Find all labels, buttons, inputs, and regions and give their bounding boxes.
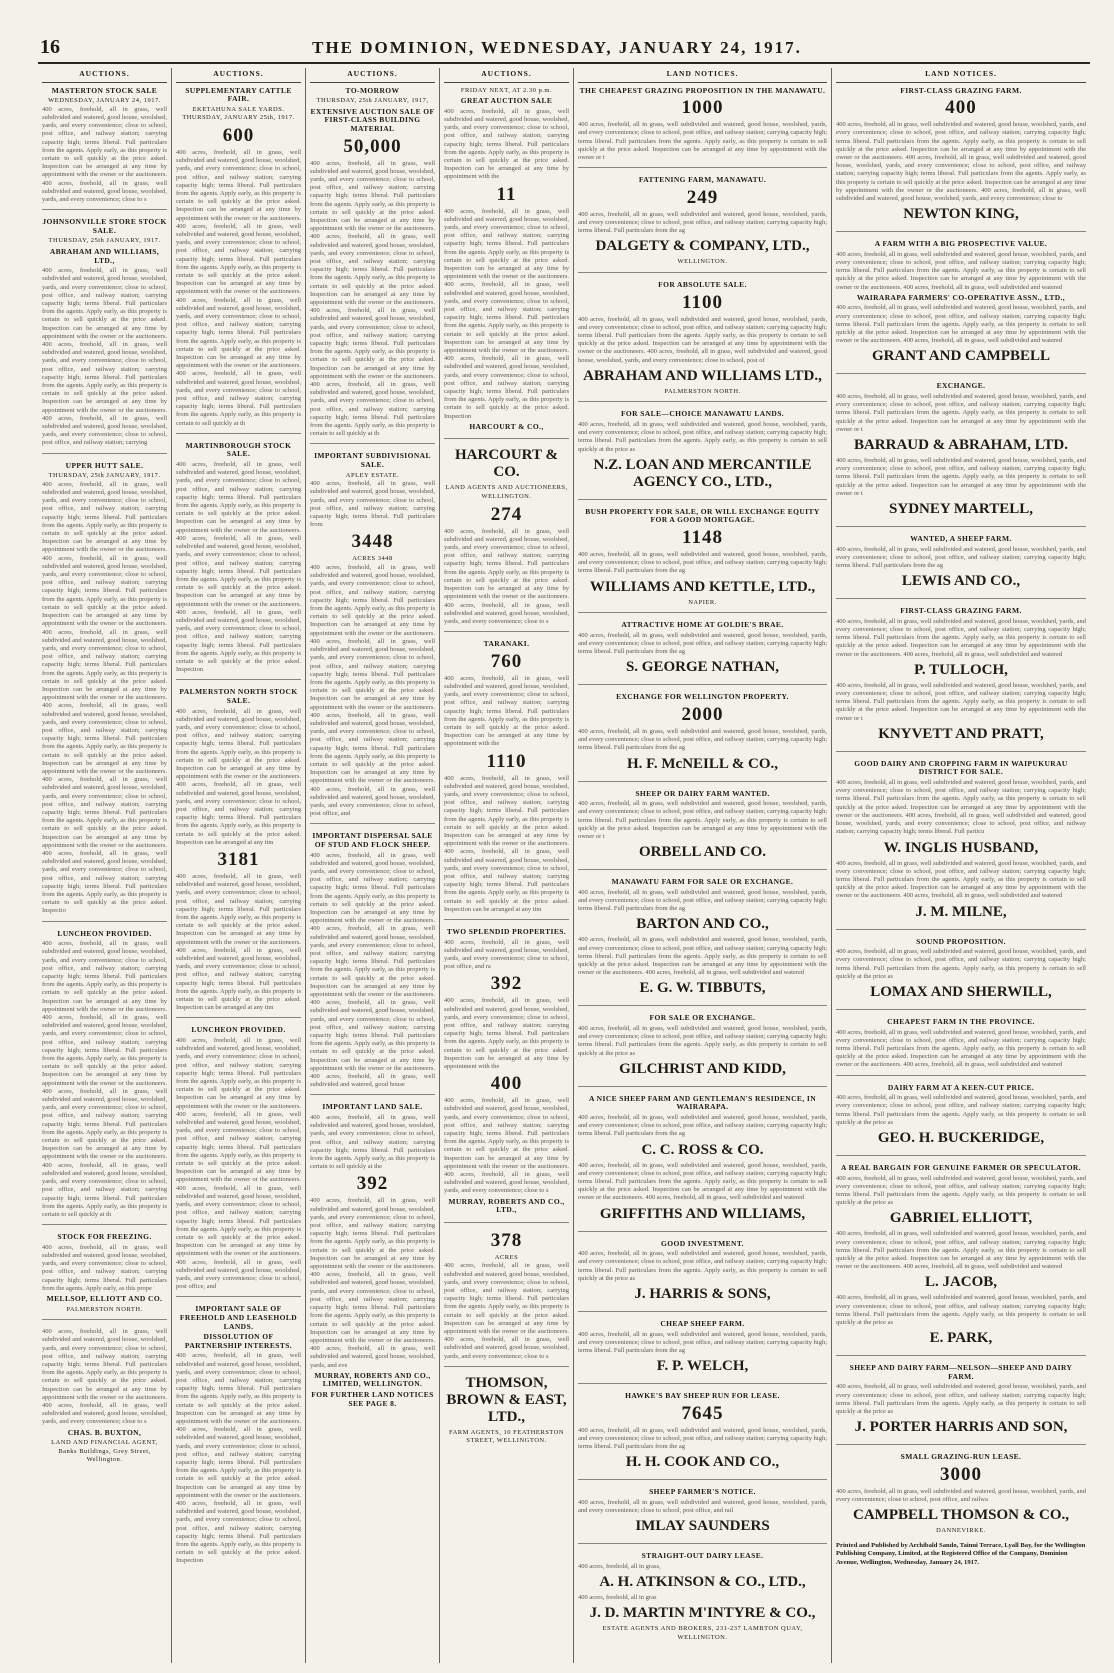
ad-heading: GOOD DAIRY AND CROPPING FARM IN WAIPUKURAU DISTRICT FOR SALE.: [854, 758, 1068, 777]
ad-body: 400 acres, freehold, all in grass, well subdivided and watered, good house, woolshed, yards, and every convenience; close to school, post office, and railway station; carrying capacity high; terms liberal. Full particulars from the agents. Apply early, as this property is certain to sell quickly at the price asked. Inspection can be arranged at any time by appointment with the: [444, 997, 569, 1071]
ad-firm: MURRAY, ROBERTS AND CO., LTD.,: [448, 1196, 565, 1215]
ad-heading: THE CHEAPEST GRAZING PROPOSITION IN THE MANAWATU.: [579, 85, 826, 95]
ad-body: 400 acres, freehold, all in grass, well subdivided and watered, good house, woolshed, yards, and every convenience; close to school, post office, and railway station; carrying capacity high; terms liberal. Full particulars from the agents. Apply early, as this property is certain to sell quickly at the price asked. Inspection can be arranged at any time by appointment with the owner or the auctioneers. 400 acres, freehold, all in grass, well subdivided and watered: [836, 617, 1087, 658]
ad-body: 400 acres, freehold, all in grass, well subdivided and watered, good house, woolshed, yards, and every convenience; close to school, post office, and railway station; carrying capacity high; terms liberal. Full particulars from the agents. Apply early, as this property is certain to sell quickly at the price asked. Inspection can be arranged at any time by appointment with the owner or the auctioneers. 400 acres, freehold, all in grass, well subdivided and watered: [578, 936, 827, 977]
ad-body: 400 acres, freehold, all in grass, well subdivided and watered, good house, woolshed, yards, and every convenience; close to school, post office, and railway station; carrying capacity high; terms liberal. Full particulars from the agents. Apply early, as this property is certain to sell quickly at the price asked. Inspection can be arranged at any time by appointment with the owner or the auctioneers. 400 acres, freehold, all in grass, well subdivided and watered, good house, woolshed, yards, and every convenience; close to school, post office, and railway station; carrying capacity high; terms liberal. Full particulars from the agents. Apply early, as this property is certain to sell quickly at the price asked. Inspection can be arranged at any time by appointment with the owner or the auctioneers. 400 acres, freehold, all in grass, well subdivided and watered, good house, woolshed, yards, and every convenience; close to school, post office, and railway station; carrying capacity high; terms liberal. Full particulars from the agents. Apply early, as this property is certain to sell quickly at the price asked. Inspection can be arranged at any time by appointment with the owner or the auctioneers. 400 acres, freehold, all in grass, well subdivided and watered, good house: [310, 851, 435, 1089]
ad-firm: HARCOURT & CO.: [455, 447, 558, 481]
ad-sub: APLEY ESTATE.: [345, 471, 400, 479]
ad-big-number: 1100: [682, 291, 723, 313]
ad-body: 400 acres, freehold, all in grass, well subdivided and watered, good house, woolshed, yards, and every convenience; close to school, post office, and railway station; carrying capacity high; terms liberal. Full particulars from the agents. Apply early, as this property is certain to sell quickly at the price as: [836, 1094, 1087, 1126]
ad-date: FRIDAY NEXT, AT 2.30 p.m.: [460, 86, 553, 94]
ad-heading: ATTRACTIVE HOME AT GOLDIE'S BRAE.: [621, 620, 784, 630]
ad-firm: GRIFFITHS AND WILLIAMS,: [599, 1205, 806, 1222]
ad-heading: TARANAKI.: [483, 639, 530, 649]
ad-body: 400 acres, freehold, all in grass, well subdivided and watered, good house, woolshed, yards, and every convenience; close to school, post office, and railway station; carrying capacity high; terms liberal. Full particulars from the agents. Apply early, as this property is certain to sell quickly at the price asked. Inspection can be arranged at any time by appointment with the owner or t: [578, 121, 827, 161]
ad-big-number: 7645: [681, 1402, 724, 1424]
ad-palmerston-sale: [176, 688, 301, 1018]
ad-great-auction: [444, 87, 569, 440]
ad-big-number: 11: [496, 183, 517, 205]
ad-goldies-brae: [578, 621, 827, 685]
ad-body: 400 acres, freehold, all in grass, well subdivided and watered, good house, woolshed, yards, and every convenience; close to school, post office, and railway station; carrying capacity high; terms liberal. Full particulars from the agents. Apply early, as this property is certain to sell quickly at the price asked. Inspection can be arranged at any time by appointment with the owner or the auctioneers. 400 acres, freehold, all in grass, well subdivided and watered, good house, woolshed, yards, and every convenience; close to school, post office, and railway station; carrying capacity high; terms liberal. Full particulars from the agents. Apply early, as this property is certain to sell quickly at the price asked. Inspection can be arranged at any time by appointment with the owner or the auctioneers. 400 acres, freehold, all in grass, well subdivided and watered, good house, woolshed, yards, and every convenience; close to: [836, 121, 1087, 203]
ad-firm: KNYVETT AND PRATT,: [878, 725, 1044, 742]
ad-heading: A REAL BARGAIN FOR GENUINE FARMER OR SPECULATOR.: [840, 1162, 1082, 1172]
ad-body: 400 acres, freehold, all in grass, well subdivided and watered, good house, woolshed, yards, and every convenience; close to school, post office, and railway station; carrying capacity high; terms liberal. Full particulars from the agents. Apply early, as this property is certain to sell quickly at the price asked. Inspection can be arranged at any time by appointment with the owner or the auctioneers. 400 acres, freehold, all in grass, well subdivided and watered: [836, 1028, 1087, 1069]
ad-firm: LEWIS AND CO.,: [901, 573, 1021, 590]
ad-body: 400 acres, freehold, all in grass, well subdivided and watered, good house, woolshed, yards, and every convenience; close to school, post office, and railway station; carrying capacity high; terms liberal. Full particulars from the agents. Apply early, as this property is certain to sell quickly at the price as: [578, 421, 827, 453]
ad-heading: FIRST-CLASS GRAZING FARM.: [900, 85, 1022, 95]
ad-body: 400 acres, freehold, all in grass, well subdivided and watered, good house, woolshed, yards, and every convenience; close to school, post office, and railway station; carrying capacity high; terms liberal. Full particulars from the agents. Apply early, as this property is certain to sell quickly at the price asked. Inspection can be arranged at any time by appointment with the: [444, 674, 569, 748]
ad-heading: FIRST-CLASS GRAZING FARM.: [900, 606, 1022, 616]
ad-body: 400 acres, freehold, all in grass, well subdivided and watered, good house, woolshed, yards, and every convenience; close to school, post office, and railway station; carrying capacity high; terms liberal. Full particulars from the ag: [578, 1114, 827, 1138]
ad-masterton-stock-sale: [42, 87, 167, 211]
ad-body: 400 acres, freehold, all in grass, well subdivided and watered, good house, woolshed, yards, and every convenience; close to school, post office, and railway station; carrying capacity high; terms liberal. Full particulars from the agents. Apply early, as this property is certain to sell quickly at the price asked. Inspection can be arranged at any time by appointment with the owner or the auctioneers. 400 acres, freehold, all in grass, well subdivided and watered: [578, 1161, 827, 1202]
ad-firm: H. F. McNEILL & CO.,: [626, 755, 779, 772]
ad-nelson-farm: [836, 1364, 1086, 1445]
ad-date: THURSDAY, JANUARY 25th, 1917.: [182, 114, 295, 122]
ad-dairy-lease: [578, 1552, 827, 1647]
ad-firm: MELLSOP, ELLIOTT AND CO.: [46, 1293, 163, 1303]
ad-cheapest-grazing: [578, 87, 827, 169]
ad-thomson-brown-east: [444, 1375, 569, 1451]
ad-heading: EXCHANGE FOR WELLINGTON PROPERTY.: [616, 692, 789, 702]
ad-heading: SUPPLEMENTARY CATTLE FAIR.: [185, 85, 292, 104]
ad-heading: SHEEP AND DAIRY FARM—NELSON—SHEEP AND DAIRY FARM.: [849, 1363, 1073, 1381]
ad-sale-or-exchange: [578, 1014, 827, 1086]
ad-sub: EKETAHUNA SALE YARDS.: [192, 105, 285, 113]
ad-body: 400 acres, freehold, all in grass, well subdivided and watered, good house, woolshed, yards, and every convenience; close to school, post office, and railway station; carrying capacity high; terms liberal. Full particulars from the agents. Apply early, as this property is certain to sell quickly at the price asked. Inspection can be arranged at any time by appointment with the owner or t: [836, 393, 1087, 433]
ad-small-grazing-run: [836, 1453, 1086, 1572]
ad-firm: F. P. WELCH,: [656, 1358, 749, 1375]
ad-firm: ORBELL AND CO.: [638, 844, 767, 861]
ad-body: 400 acres, freehold, all in grass, well subdivided and watered, good house, woolshed, yards, and every convenience; close to school, post office, and railway station; carrying capacity high; terms liberal. Full particulars from the agents. Apply early, as this property is certain to sell quickly at the price as: [836, 1383, 1087, 1415]
ad-firm: LOMAX AND SHERWILL,: [870, 983, 1052, 1000]
ad-buxton: [42, 1328, 167, 1470]
ad-body: 400 acres, freehold, all in grass, well subdivided and watered, good house, woolshed, yards, and every convenience; close to school, post office, and ra: [444, 938, 569, 971]
ad-body: 400 acres, freehold, all in grass, well subdivided and watered, good house, woolshed, yards, and every convenience; close to school, post office, and railway station; carrying capacity high; terms liberal. Full particulars from the agents. Apply early, as this property is certain to sell quickly at the price asked. Inspection can be arranged at any time by appointment with the owner or t: [578, 800, 827, 841]
column-auctions-2: [172, 68, 306, 1663]
ad-body: 400 acres, freehold, all in grass, well subdivided and watered, good house, woolshed, yards, and every convenience; close to school, post office, and railway station; carrying capacity high; terms liberal. Full particulars from the agents. Apply early, as this property is certain to sell quickly at the price asked. Inspection can be arranged at any time by appointment with the owner or the auctioneers. 400 acres, freehold, all in grass, well subdivided and watered, good house, woolshed, yards, and every convenience; close to school, post office, and railway station; carrying capacity high; terms liberal. Full particulars from the agents. Apply early, as this property is certain to sell quickly at the price asked. Inspection can be arranged at any time by appointment with the owner or the auctioneers. 400 acres, freehold, all in grass, well subdivided and watered, good house, woolshed, yards, and every convenience; close to school, post office, and railway station; carrying capacity high; terms liberal. Full particulars from the agents. Apply early, as this property is certain to sell quickly at the price asked. Inspection: [444, 207, 569, 420]
ad-firm: WAIRARAPA FARMERS' CO-OPERATIVE ASSN., LTD.,: [856, 292, 1066, 302]
ad-date: THURSDAY, 25th JANUARY, 1917.: [48, 237, 161, 245]
column-auctions-1: [38, 68, 172, 1663]
ad-exchange-wellington: [578, 693, 827, 781]
ad-apley-estate: [310, 452, 435, 824]
ad-luncheon-2: [176, 1026, 301, 1297]
ad-heading: WANTED, A SHEEP FARM.: [910, 534, 1012, 544]
ad-body: 400 acres, freehold, all in grass, well subdivided and watered, good house, woolshed, yards, and every convenience; close to school, post office, and railwa: [836, 1487, 1087, 1503]
ad-firm: IMLAY SAUNDERS: [635, 1518, 770, 1535]
ad-body: 400 acres, freehold, all in grass, well subdivided and watered, good house, woolshed, yards, and every convenience; close to school, post office, and railway station; carrying capacity high; terms liberal. Full particulars from the ag: [578, 1330, 827, 1355]
ad-heading: LUNCHEON PROVIDED.: [191, 1025, 286, 1035]
ad-body: 400 acres, freehold, all in grass, well subdivided and watered, good house, woolshed, yards, and every convenience; close to school, post office, and railway station; carrying capacity high; terms liberal. Full particulars from the agents. Apply early, as this property is certain to sell quickly at the price asked. Inspection can be arranged at any time by appointment with the owner or the auctioneers. 400 acres, freehold, all in grass, well subdivided and watered: [836, 250, 1087, 291]
ad-firm: GEO. H. BUCKERIDGE,: [877, 1129, 1045, 1146]
ad-firm: CAMPBELL THOMSON & CO.,: [853, 1507, 1069, 1524]
ad-sub: FARM AGENTS, 10 FEATHERSTON STREET, WELLINGTON.: [448, 1428, 565, 1445]
ad-building-material: [310, 87, 435, 445]
ad-firm: CHAS. B. BUXTON,: [67, 1427, 142, 1437]
ad-firm: NEWTON KING,: [903, 206, 1019, 223]
ad-body: 400 acres, freehold, all in grass, well subdivided and watered, good house, woolshed, yards, and every convenience; close to school, post office, and railway station; carrying capacity high; terms liberal. Full particulars from the agents. Apply early, as this property is certain to sell quickly at the price asked. Inspection can be arranged at any time by appointment with the owner or the auctioneers. 400 acres, freehold, all in grass, well subdivided and watered, good house, woolshed, yards, and every convenience; close to school, post office, and railway station; carrying capacity high; terms liberal. Full particu: [836, 779, 1087, 836]
ad-sheep-farmers-notice: [578, 1488, 827, 1544]
ad-sub: WELLINGTON.: [677, 258, 728, 266]
ad-date: WEDNESDAY, JANUARY 24, 1917.: [48, 97, 161, 105]
ad-big-number: 760: [490, 650, 523, 672]
ad-body: 400 acres, freehold, all in grass, well subdivided and watered, good house, woolshed, yards, and every convenience; close to school, post office, and railway station; carrying capacity high; terms liberal. Full particulars from the agents. Apply early, as this property is certain to sell quickly at the: [310, 1114, 435, 1171]
ad-heading: DAIRY FARM AT A KEEN-CUT PRICE.: [887, 1082, 1035, 1092]
ad-firm: A. H. ATKINSON & CO., LTD.,: [599, 1574, 806, 1591]
ad-firm: H. H. COOK AND CO.,: [625, 1454, 780, 1471]
ad-manawatu-lands: [578, 410, 827, 499]
ad-big-number: 392: [490, 973, 523, 995]
ad-heading: CHEAPEST FARM IN THE PROVINCE.: [887, 1016, 1035, 1026]
ad-body: 400 acres, freehold, all in grass, well subdivided and watered, good house, woolshed, yards, and every convenience; close to school, post office, and railway station; carrying capacity high; terms liberal. Full particulars from the agents. Apply early, as this property is certain to sell quickly at the price asked. Inspection can be arranged at any time by appointment with the owner or the auctioneers. 400 acres, freehold, all in grass, well subdivided and watered, good house, woolshed, yards, and every convenience; close to school, post office, and railway station; carrying capacity high; terms liberal. Full particulars from the agents. Apply early, as this property is certain to sell quickly at the price asked. Inspection can be arranged at any time by appointment with the owner or the auctioneers. 400 acres, freehold, all in grass, well subdivided and watered, good house, woolshed, yards, and every convenience; close to school, post office, and railway station; carrying capacity high; terms liberal. Full particulars from the agents. Apply early, as this property is certain to sell quickly at the price asked. Inspection can be arranged at any time by appointment with the owner or the auctioneers. 400 acres, freehold, all in grass, well subdivided and watered, good house, woolshed, yards, and every convenience; close to school, post office, and railway station; carrying capacity high; terms liberal. Full particulars from the agents. Apply early, as this property is certain to sell quickly at th: [310, 159, 435, 438]
ad-heading: MANAWATU FARM FOR SALE OR EXCHANGE.: [611, 877, 794, 887]
ad-heading: A FARM WITH A BIG PROSPECTIVE VALUE.: [874, 239, 1048, 249]
newspaper-title: THE DOMINION, WEDNESDAY, JANUARY 24, 1917.: [312, 38, 802, 57]
impressum: Printed and Published by Archibald Sando, Tainui Terrace, Lyall Bay, for the Wellington Publishing Company, Limited, at the Registered Office of the Company, Dominion Avenue, Wellington, Wednesday, January 24, 1917.: [836, 1541, 1086, 1566]
ad-grazing-farm-2: [836, 607, 1086, 752]
ad-big-number: 274: [490, 503, 523, 525]
ad-body: 400 acres, freehold, all in grass, well subdivided and watered, good house, woolshed, yards, and every convenience; close to school, post office, and railway station; carrying capacity high; terms liberal. Full particulars from the agents. Apply early, as this property is certain to sell quickly at the price asked. Inspection can be arranged at any time by appointment with the owner or the auctioneers. 400 acres, freehold, all in grass, well subdivided and watered, good house, woolshed, yards, and every convenience; close to school, post office, and railway station; carrying capacity high; terms liberal. Full particulars from the agents. Apply early, as this property is certain to sell quickly at the price asked. Inspection can be arranged at any time by appointment with the owner or the auctioneers. 400 acres, freehold, all in grass, well subdivided and watered, good house, woolshed, yards, and every convenience; close to school, post office, and railway station; carrying: [42, 267, 167, 447]
ad-big-number: 3448: [351, 531, 394, 553]
ad-luncheon: [42, 930, 167, 1226]
ad-firm: GILCHRIST AND KIDD,: [619, 1060, 786, 1077]
ad-sub: ESTATE AGENTS AND BROKERS, 231-237 LAMBTON QUAY, WELLINGTON.: [602, 1625, 803, 1642]
ad-bush-property: [578, 508, 827, 613]
ad-body: 400 acres, freehold, all in grass, well subdivided and watered, good house, woolshed, yards, and every convenience; close to school, post office, and railway station; carrying capacity high; terms liberal. Full particulars from the agents. Apply early, as this property is certain to sell quickly at the price asked. Inspection can be arranged at any time by appointment with the owner or the auctioneers. 400 acres, freehold, all in grass, well subdivided and watered, good house, woolshed, yards, and every convenience; close to school, post office, and railway station; carrying capacity high; terms liberal. Full particulars from the agents. Apply early, as this property is certain to sell quickly at the price asked. Inspection can be arranged at any time by appointment with the owner or the auctioneers. 400 acres, freehold, all in grass, well subdivided and watered, good house, woolshed, yards, and every convenience; close to school, post office, and railway station; carrying capacity high; terms liberal. Full particulars from the agents. Apply early, as this property is certain to sell quickly at the price asked. Inspection can be arranged at any time by appointment with the owner or the auctioneers. 400 acres, freehold, all in grass, well subdivided and watered, good house, woolshed, yards, and every convenience; close to school, post office, and railway station; carrying capacity high; terms liberal. Full particulars from the agents. Apply early, as this property is certain to sell quickly at th: [42, 940, 167, 1218]
ad-body: 400 acres, freehold, all in grass, well subdivided and watered, good house, woolshed, yards, and every convenience; close to school, post office, and railway station; carrying capacity high; terms liberal. Full particulars from the agents. Apply early, as this property is certain to sell quickly at the price as: [836, 1174, 1087, 1207]
ad-firm: THOMSON, BROWN & EAST, LTD.,: [446, 1374, 567, 1425]
ad-big-number: 3000: [940, 1463, 982, 1485]
ad-johnsonville-sale: [42, 218, 167, 453]
ad-heading: STOCK FOR FREEZING.: [57, 1232, 152, 1242]
ad-body: 400 acres, freehold, all in grass, well subdivided and watered, good house, woolshed, yards, and every convenience; close to school, post office, and railway station; carrying capacity high; terms liberal. Full particulars from the agents. Apply early, as this property is certain to sell quickly at the price as: [578, 1025, 827, 1057]
ad-big-number: 400: [945, 97, 977, 119]
ad-heading: IMPORTANT LAND SALE.: [322, 1102, 423, 1112]
ad-firm: W. INGLIS HUSBAND,: [883, 839, 1039, 856]
ad-sub: PALMERSTON NORTH.: [664, 387, 741, 395]
ad-body: 400 acres, freehold, all in grass, well subdivided and watered, good house, woolshed, yards, and every convenience; close to school, post office, and railway station; carrying capacity high; terms liberal. Full particulars from the agents. Apply early, as this property is certain to sell quickly at the price asked. Inspection can be arranged at any time by appointment with the owner or the auctioneers. 400 acres, freehold, all in grass, well subdivided and watered, good house, woolshed, yards, and every convenience; close to s: [444, 1262, 569, 1360]
ad-dispersal-sale: [310, 832, 435, 1095]
ad-date: THURSDAY, 25th JANUARY, 1917.: [48, 472, 161, 480]
ad-firm: DALGETY & COMPANY, LTD.,: [595, 238, 810, 255]
ad-big-number: 1110: [486, 750, 527, 772]
ad-manawatu-exchange: [578, 878, 827, 1006]
ad-body: 400 acres, freehold, all in grass, well subdivided and watered, good house, woolshed, yards, and every convenience; close to school, post office, and railway station; carrying capacity high; terms liberal. Full particulars from the agents. Apply early, as this property is certain to sell quickly at the price asked. Inspection can be arranged at any time by appointment with the owner or the auctioneers. 400 acres, freehold, all in grass, well subdivided and watered, good house, woolshed, yards, and every convenience; close to school, post office, and railway station; carrying capacity high; terms liberal. Full particulars from the agents. Apply early, as this property is certain to sell quickly at the price asked. Inspection can be arranged at any tim: [176, 872, 301, 1012]
ad-body: 400 acres, freehold, all in grass, well subdivided and watered, good house, woolshed, yards, and every convenience; close to school, post office, and railway station; carrying capacity high; terms liberal. Full particulars from the agents. Apply early, as this property is certain to sell quickly at the price asked. Inspection can be arranged at any time by appointment with the owner or the auctioneers. 400 acres, freehold, all in grass, well subdivided and watered, good house, woolshed, yards, and every convenience; close to school, post office, and railway station; carrying capacity high; terms liberal. Full particulars from the agents. Apply early, as this property is certain to sell quickly at the price asked. Inspection can be arranged at any time by appointment with the owner or the auctioneers. 400 acres, freehold, all in grass, well subdivided and watered, good house, woolshed, yards, and eve: [310, 1197, 435, 1369]
column-head: LAND NOTICES.: [578, 68, 827, 83]
ad-sub: LAND AND FINANCIAL AGENT, Banks Buildings, Grey Street, Wellington.: [51, 1439, 158, 1464]
ad-real-bargain: [836, 1164, 1086, 1356]
ad-firm: J. HARRIS & SONS,: [634, 1286, 771, 1303]
ad-stock-for-freezing: [42, 1233, 167, 1320]
ad-big-number: 378: [490, 1229, 523, 1251]
ad-firm: MURRAY, ROBERTS AND CO., LIMITED, WELLINGTON.: [314, 1370, 431, 1389]
column-auctions-3: [306, 68, 440, 1663]
ad-footnote: FOR FURTHER LAND NOTICES SEE PAGE 8.: [311, 1389, 434, 1408]
ad-heading: A NICE SHEEP FARM AND GENTLEMAN'S RESIDENCE, IN WAIRARAPA.: [588, 1093, 817, 1112]
column-head: AUCTIONS.: [444, 68, 569, 83]
ad-378-acres: [444, 1231, 569, 1367]
ad-firm: WILLIAMS AND KETTLE, LTD.,: [589, 578, 816, 595]
ad-heading: UPPER HUTT SALE.: [65, 460, 144, 470]
ad-firm: L. JACOB,: [924, 1274, 998, 1291]
ad-cattle-fair: [176, 87, 301, 434]
ad-firm: N.Z. LOAN AND MERCANTILE AGENCY CO., LTD.,: [593, 456, 812, 490]
column-auctions-4: [440, 68, 574, 1663]
ad-body: 400 acres, freehold, all in grass, well subdivided and watered, good house, woolshed, yards, and every convenience; close to school, post office, and railway station; carrying capacity high; terms liberal. Full particulars from the agents. Apply early, as this property is certain to sell quickly at the price as: [836, 1294, 1087, 1326]
ad-body: 400 acres, freehold, all in grass, well subdivided and watered, good house, woolshed, yards, and every convenience; close to school, post office, and railway station; carrying capacity high; terms liberal. Full particulars from the ag: [578, 631, 827, 656]
ad-body: 400 acres, freehold, all in grass, well subdivided and watered, good house, woolshed, yards, and every convenience; close to school, post office, and railway station; carrying capacity high; terms liberal. Full particulars from the agents. Apply early, as this property is certain to sell quickly at the price asked. Inspection can be arranged at any time by appointment with the owner or the auctioneers. 400 acres, freehold, all in grass, well subdivided and watered, good house, woolshed, yards, and every convenience; close to school, post office, and railway station; carrying capacity high; terms liberal. Full particulars from the agents. Apply early, as this property is certain to sell quickly at the price asked. Inspection can be arranged at any tim: [176, 707, 301, 846]
ad-heading: TWO SPLENDID PROPERTIES.: [446, 926, 567, 936]
ad-heading: TO-MORROW: [345, 85, 400, 95]
ad-sub: ACRES 3448: [352, 555, 393, 563]
ad-sub: NAPIER.: [688, 598, 717, 606]
ad-body: 400 acres, freehold, all in grass, well subdivided and watered, good house, woolshed, yards, and every convenience; close to school, post office, and railway station; carrying capacity high; terms liberal. Full particulars from the agents. Apply early, as this property is certain to sell quickly at the price asked. Inspection can be arranged at any time by appointment with the owner or the auctioneers. 400 acres, freehold, all in grass, well subdivided and watered, good house, woolshed, yards, and every convenience; close to school, post office, and railway station; carrying capacity high; terms liberal. Full particulars from the agents. Apply early, as this property is certain to sell quickly at the price asked. Inspection can be arranged at any time by appointment with the owner or the auctioneers. 400 acres, freehold, all in grass, well subdivided and watered, good house, woolshed, yards, and every convenience; close to school, post office, and railway station; carrying capacity high; terms liberal. Full particulars from the agents. Apply early, as this property is certain to sell quickly at the price asked. Inspection: [176, 461, 301, 674]
ad-absolute-sale: [578, 281, 827, 402]
ad-body: 400 acres, freehold, all in grass, well subdivided and watered, good house, woolshed, yards, and every convenience; close to school, post office, and railway station; carrying capacity high; terms liberal. Full particulars from the agents. Apply early, as this property is certain to sell quickly at the price asked. Inspection can be arranged at any time by appointment with the owner or the auctioneers. 400 acres, freehold, all in grass, well subdivided and watered: [836, 859, 1087, 900]
ad-heading: SOUND PROPOSITION.: [916, 936, 1006, 946]
ad-sub: PALMERSTON NORTH.: [66, 1305, 143, 1313]
ad-hawkes-bay-run: [578, 1392, 827, 1480]
ad-body: 400 acres, freehold, all in grass, well subdivided and watered, good house, woolshed, yards, and every convenience; close to school, post office, and railway station; carrying capacity high; terms liberal. Full particulars from the agents. Apply early, as this property is certain to sell quickly at the price as: [578, 1250, 827, 1282]
ad-big-number: 2000: [681, 704, 724, 725]
ad-heading: HAWKE'S BAY SHEEP RUN FOR LEASE.: [625, 1391, 780, 1401]
ad-body: 400 acres, freehold, all in grass, well subdivided and watered, good house, woolshed, yards, and every convenience; close to school, post office, and railway station; carrying capacity high; terms liberal. Full particulars from the agents. Apply early, as this property is certain to sell quickly at the price asked. Inspection can be arranged at any time by appointment with the owner or the auctioneers. 400 acres, freehold, all in grass, well subdivided and watered, good house, woolshed, yards, and every convenience; close to school, post office, and railway station; carrying capacity high; terms liberal. Full particulars from the agents. Apply early, as this property is certain to sell quickly at the price asked. Inspection can be arranged at any time by appointment with the owner or the auctioneers. 400 acres, freehold, all in grass, well subdivided and watered, good house, woolshed, yards, and every convenience; close to school, post office, and railway station; carrying capacity high; terms liberal. Full particulars from the agents. Apply early, as this property is certain to sell quickly at the price asked. Inspection can be arranged at any time by appointment with the owner or the auctioneers. 400 acres, freehold, all in grass, well subdivided and watered, good house, woolshed, yards, and every convenience; close to school, post office, and railway station; carrying capacity high; terms liberal. Full particulars from the agents. Apply early, as this property is certain to sell quickly at the price asked. Inspection can be arranged at any time by appointment with the owner or the auctioneers. 400 acres, freehold, all in grass, well subdivided and watered, good house, woolshed, yards, and every convenience; close to school, post office, and railway station; carrying capacity high; terms liberal. Full particulars from the agents. Apply early, as this property is certain to sell quickly at the price asked. Inspection can be arranged at any time by appointment with the owner or the auctioneers. 400 acres, freehold, all in grass, well subdivided and watered, good house, woolshed, yards, and every convenience; close to school, post office, and railway station; carrying capacity high; terms liberal. Full particulars from the agents. Apply early, as this property is certain to sell quickly at the price asked. Inspectio: [42, 480, 167, 915]
ad-firm: J. D. MARTIN M'INTYRE & CO.,: [589, 1605, 816, 1622]
ad-body: 400 acres, freehold, all in grass, well subdivided and watered, good house, woolshed, yards, and every convenience; close to school, post office, and railway station; carrying capacity high; terms liberal. Full particulars from the agents. Apply early, as this property is certain to sell quickly at the price asked. Inspection can be arranged at any time by appointment with the: [444, 107, 569, 181]
ad-freehold-lands: [176, 1305, 301, 1570]
ad-martinborough-sale: [176, 442, 301, 680]
ad-body: 400 acres, freehold, all in grass, well subdivided and watered, good house, woolshed, yards, and every convenience; close to school, post office, and railway station; carrying capacity high; terms liberal. Full particulars from the agents. Apply early, as this prope: [42, 1243, 167, 1292]
ad-firm: C. C. ROSS & CO.: [641, 1141, 764, 1158]
ad-big-number: 1148: [682, 527, 723, 548]
page-number: 16: [40, 36, 60, 58]
ad-heading: MARTINBOROUGH STOCK SALE.: [185, 440, 292, 459]
ad-heading: EXTENSIVE AUCTION SALE OF FIRST-CLASS BUILDING MATERIAL: [310, 106, 435, 133]
ad-firm: J. PORTER HARRIS AND SON,: [854, 1419, 1068, 1436]
ad-body: 400 acres, freehold, all in grass, well subdivided and watered, good house, woolshed, yards, and every convenience; close to school, post office, and rail: [578, 1499, 827, 1515]
ad-sub: LAND AGENTS AND AUCTIONEERS, WELLINGTON.: [445, 484, 568, 501]
ad-firm: SYDNEY MARTELL,: [889, 501, 1033, 518]
ad-firm: E. PARK,: [929, 1330, 993, 1347]
ad-big-number: 392: [356, 1173, 389, 1195]
column-head: AUCTIONS.: [310, 68, 435, 83]
column-land-notices-1: [574, 68, 832, 1663]
ad-sheep-farm-wanted: [836, 535, 1086, 599]
column-head: AUCTIONS.: [42, 68, 167, 83]
ad-prospective-value: [836, 240, 1086, 374]
ad-cheapest-farm: [836, 1018, 1086, 1076]
ad-body: 400 acres, freehold, all in grass, well subdivided and watered, good house, woolshed, yards, and every convenience; close to school, post office, and railway station; carrying capacity high; terms liberal. Full particulars from the ag: [578, 1426, 827, 1451]
ad-heading: GREAT AUCTION SALE: [460, 96, 553, 106]
ad-sheep-dairy-wanted: [578, 790, 827, 871]
ad-firm: ABRAHAM AND WILLIAMS LTD.,: [583, 367, 822, 384]
ad-heading: FOR SALE OR EXCHANGE.: [649, 1013, 756, 1023]
ad-firm: BARRAUD & ABRAHAM, LTD.: [853, 437, 1069, 454]
ad-body: 400 acres, freehold, all in grass, well subdivided and watered, good house, woolshed, yards, and every convenience; close to school, post office, and railway station; carrying capacity high; terms liberal. Full particulars from the agents. Apply early, as this property is certain to sell quickly at the price asked. Inspection can be arranged at any time by appointment with the owner or the auctioneers. 400 acres, freehold, all in grass, well subdivided and watered, good house, woolshed, yards, and every convenience; close to school, post office, and railway station; carrying capacity high; terms liberal. Full particulars from the agents. Apply early, as this property is certain to sell quickly at the price asked. Inspection can be arranged at any time by appointment with the owner or the auctioneers. 400 acres, freehold, all in grass, well subdivided and watered, good house, woolshed, yards, and every convenience; close to school, post office, and railway station; carrying capacity high; terms liberal. Full particulars from the agents. Apply early, as this property is certain to sell quickly at the price asked. Inspection can be arranged at any time by appointment with the owner or the auctioneers. 400 acres, freehold, all in grass, well subdivided and watered, good house, woolshed, yards, and every convenience; close to school, post office, and railway station; carrying capacity high; terms liberal. Full particulars from the agents. Apply early, as this property is certain to sell quickly at th: [176, 148, 301, 427]
ad-body: 400 acres, freehold, all in grass, well subdivided and watered, good house, woolshed, yards, and every convenience; close to school, post office, and railway station; carrying capacity high; terms liberal. Full particulars from the agents. Apply early, as this property is certain to sell quickly at the price asked. Inspection can be arranged at any time by appointment with the owner or the auctioneers. 400 acres, freehold, all in grass, well subdivided and watered, good house, woolshed, yards, and every convenience; close to s: [444, 527, 569, 625]
ad-heading: DISSOLUTION OF PARTNERSHIP INTERESTS.: [184, 1332, 293, 1350]
ad-big-number: 249: [686, 186, 719, 208]
ad-firm: GRANT AND CAMPBELL: [871, 348, 1051, 365]
ad-heading: JOHNSONVILLE STORE STOCK SALE.: [42, 217, 167, 235]
ad-heading: SHEEP FARMER'S NOTICE.: [649, 1487, 756, 1497]
ad-firm: P. TULLOCH,: [914, 661, 1008, 678]
ad-firm: HARCOURT & CO.,: [469, 421, 544, 431]
masthead-rule: [38, 62, 1090, 64]
ad-heading: SHEEP OR DAIRY FARM WANTED.: [635, 788, 770, 798]
ad-body: 400 acres, freehold, all in grass, well subdivided and watered, good house, woolshed, yards, and every convenience; close to school, post office, and railway station; carrying capacity high; terms liberal. Full particulars from the agents. Apply early, as this property is certain to sell quickly at the price asked. Inspection can be arranged at any time by appointment with the owner or the auctioneers. 400 acres, freehold, all in grass, well subdivided and watered, good house, woolshed, yards, and every convenience; close to school, post office, and railway station; carrying capacity high; terms liberal. Full particulars from the agents. Apply early, as this property is certain to sell quickly at the price asked. Inspection can be arranged at any time by appointment with the owner or the auctioneers. 400 acres, freehold, all in grass, well subdivided and watered, good house, woolshed, yards, and every convenience; close to school, post office, and railway station; carrying capacity high; terms liberal. Full particulars from the agents. Apply early, as this property is certain to sell quickly at the price asked. Inspection can be arranged at any time by appointment with the owner or the auctioneers. 400 acres, freehold, all in grass, well subdivided and watered, good house, woolshed, yards, and every convenience; close to school, post office, and: [176, 1037, 301, 1291]
ad-heading: GOOD INVESTMENT.: [661, 1238, 744, 1248]
ad-upper-hutt-sale: [42, 462, 167, 922]
ad-body: 400 acres, freehold, all in grass, well subdivided and watered, good house, woolshed, yards, and every convenience; close to school, post office, and railway station; carrying capacity high; terms liberal. Full particulars from the agents. Apply early, as this property is certain to sell quickly at the price asked. Inspection can be arranged at any time by appointment with the owner or the auctioneers. 400 acres, freehold, all in grass, well subdivided and watered, good house, woolshed, yards, and every convenience; close to school, post of: [578, 315, 827, 364]
ad-body: 400 acres, freehold, all in grass, well subdivided and watered, good house, woolshed, yards, and every convenience; close to school, post office, and railway station; carrying capacity high; terms liberal. Full particulars from the agents. Apply early, as this property is certain to sell quickly at the price asked. Inspection can be arranged at any time by appointment with the owner or the auctioneers. 400 acres, freehold, all in grass, well subdivided and watered: [836, 1230, 1087, 1271]
ad-big-number: 50,000: [343, 135, 402, 157]
ad-firm: E. G. W. TIBBUTS,: [639, 980, 766, 997]
ad-firm: S. GEORGE NATHAN,: [625, 659, 780, 676]
ad-body: 400 acres, freehold, all in grass, well subdivided and watered, good house, woolshed, yards, and every convenience; close to school, post office, and railway station; carrying capacity high; terms liberal. Full particulars from the ag: [578, 728, 827, 752]
ad-body: 400 acres, freehold, all in grass, well subdivided and watered, good house, woolshed, yards, and every convenience; close to school, post office, and railway station; carrying capacity high; terms liberal. Full particulars from the ag: [578, 210, 827, 235]
ad-body: 400 acres, freehold, all in grass, well subdivided and watered, good house, woolshed, yards, and every convenience; close to school, post office, and railway station; carrying capacity high; terms liberal. Full particulars from the agents. Apply early, as this property is certain to sell quickly at the price as: [836, 948, 1087, 980]
ad-body: 400 acres, freehold, all in grass, well subdivided and watered, good house, woolshed, yards, and every convenience; close to school, post office, and railway station; carrying capacity high; terms liberal. Full particulars from the agents. Apply early, as this property is certain to sell quickly at the price asked. Inspection can be arranged at any time by appointment with the owner or the auctioneers. 400 acres, freehold, all in grass, well subdivided and watered, good house, woolshed, yards, and every convenience; close to school, post office, and railway station; carrying capacity high; terms liberal. Full particulars from the agents. Apply early, as this property is certain to sell quickly at the price asked. Inspection can be arranged at any tim: [444, 774, 569, 913]
ad-body: 400 acres, freehold, all in grass, well subdivided and watered, good house, woolshed, yards, and every convenience; close to school, post office, and railway station; carrying capacity high; terms liberal. Full particulars from the ag: [836, 545, 1087, 570]
ad-sub: DANNEVIRKE.: [936, 1527, 986, 1535]
ad-firm: ABRAHAM AND WILLIAMS, LTD.,: [49, 247, 160, 265]
ad-body: 400 acres, freehold, all in grass, well subdivided and watered, good house, woolshed, yards, and every convenience; close to school, post office, and railway station; carrying capacity high; terms liberal. Full particulars from the agents. Apply early, as this property is certain to sell quickly at the price asked. Inspection can be arranged at any time by appointment with the owner or the auctioneers. 400 acres, freehold, all in grass, well subdivided and watered, good house, woolshed, yards, and every convenience; close to s: [42, 1328, 167, 1426]
ad-heading: PALMERSTON NORTH STOCK SALE.: [179, 687, 298, 705]
ad-heading: MASTERTON STOCK SALE: [51, 85, 158, 95]
ad-wairarapa-residence: [578, 1095, 827, 1232]
ad-body: 400 acres, freehold, all in grass, well subdivided and watered, good house, woolshed, yards, and every convenience; close to school, post office, and railway station; carrying capacity high; terms liberal. Full particulars from: [310, 480, 435, 529]
ad-heading: SMALL GRAZING-RUN LEASE.: [900, 1452, 1022, 1462]
ad-firm: J. M. MILNE,: [915, 903, 1007, 920]
ad-fattening-farm: [578, 176, 827, 273]
ad-sound-proposition: [836, 938, 1086, 1010]
ad-heading: CHEAP SHEEP FARM.: [660, 1319, 745, 1329]
ad-heading: BUSH PROPERTY FOR SALE, OR WILL EXCHANGE EQUITY FOR A GOOD MORTGAGE.: [585, 506, 820, 525]
ad-big-number: 600: [222, 124, 255, 146]
ad-big-number: 3181: [217, 848, 260, 870]
column-head: LAND NOTICES.: [836, 68, 1086, 83]
ad-waipukurau-farm: [836, 760, 1086, 930]
ad-body: 400 acres, freehold, all in grass, well subdivided and watered, good house, woolshed, yards, and every convenience; close to school, post office, and railway station; carrying capacity high; terms liberal. Full particulars from the ag: [578, 888, 827, 913]
ad-heading: IMPORTANT SUBDIVISIONAL SALE.: [314, 451, 431, 470]
ad-firm: BARTON AND CO.,: [636, 916, 769, 933]
ad-body: 400 acres, freehold, all in grass,: [578, 1563, 661, 1571]
ad-body: 400 acres, freehold, all in grass, well subdivided and watered, good house, woolshed, yards, and every convenience; close to school, post office, and railway station; carrying capacity high; terms liberal. Full particulars from the agents. Apply early, as this property is certain to sell quickly at the price asked. Inspection can be arranged at any time by appointment with the owner or the auctioneers. 400 acres, freehold, all in grass, well subdivided and watered, good house, woolshed, yards, and every convenience; close to school, post office, and railway station; carrying capacity high; terms liberal. Full particulars from the agents. Apply early, as this property is certain to sell quickly at the price asked. Inspection can be arranged at any time by appointment with the owner or the auctioneers. 400 acres, freehold, all in grass, well subdivided and watered, good house, woolshed, yards, and every convenience; close to school, post office, and railway station; carrying capacity high; terms liberal. Full particulars from the agents. Apply early, as this property is certain to sell quickly at the price asked. Inspection: [176, 1352, 301, 1565]
ad-heading: FOR SALE—CHOICE MANAWATU LANDS.: [620, 409, 785, 419]
ad-harcourt: [444, 447, 569, 632]
ad-sub: ACRES: [494, 1253, 519, 1261]
ad-body: 400 acres, freehold, all in grass, well subdivided and watered, good house, woolshed, yards, and every convenience; close to school, post office, and railway station; carrying capacity high; terms liberal. Full particulars from the agents. Apply early, as this property is certain to sell quickly at the price asked. Inspection can be arranged at any time by appointment with the owner or t: [836, 457, 1087, 497]
ad-heading: IMPORTANT SALE OF FREEHOLD AND LEASEHOLD LANDS.: [179, 1304, 298, 1331]
ad-body: 400 acres, freehold, all in grass, well subdivided and watered, good house, woolshed, yards, and every convenience; close to school, post office, and railway station; carrying capacity high; terms liberal. Full particulars from the ag: [578, 551, 827, 575]
ad-big-number: 1000: [681, 97, 724, 119]
ad-date: THURSDAY, 25th JANUARY, 1917,: [316, 97, 429, 105]
ad-good-investment: [578, 1240, 827, 1312]
ad-big-number: 400: [490, 1073, 523, 1095]
ad-body: 400 acres, freehold, all in grass, well subdivided and watered, good house, woolshed, yards, and every convenience; close to school, post office, and railway station; carrying capacity high; terms liberal. Full particulars from the agents. Apply early, as this property is certain to sell quickly at the price asked. Inspection can be arranged at any time by appointment with the owner or the auctioneers. 400 acres, freehold, all in grass, well subdivided and watered, good house, woolshed, yards, and every convenience; close to s: [444, 1097, 569, 1195]
ad-important-land-sale: [310, 1103, 435, 1415]
ad-body: 400 acres, freehold, all in grass, well subdivided and watered, good house, woolshed, yards, and every convenience; close to school, post office, and railway station; carrying capacity high; terms liberal. Full particulars from the agents. Apply early, as this property is certain to sell quickly at the price asked. Inspection can be arranged at any time by appointment with the owner or the auctioneers. 400 acres, freehold, all in grass, well subdivided and watered: [836, 304, 1087, 345]
ad-body: 400 acres, freehold, all in gras: [578, 1594, 657, 1602]
ad-heading: STRAIGHT-OUT DAIRY LEASE.: [641, 1551, 764, 1561]
ad-firm: GABRIEL ELLIOTT,: [889, 1210, 1033, 1227]
ad-first-class-grazing: [836, 87, 1086, 233]
ad-dairy-keen-price: [836, 1084, 1086, 1156]
ad-body: 400 acres, freehold, all in grass, well subdivided and watered, good house, woolshed, yards, and every convenience; close to school, post office, and railway station; carrying capacity high; terms liberal. Full particulars from the agents. Apply early, as this property is certain to sell quickly at the price asked. Inspection can be arranged at any time by appointment with the owner or the auctioneers. 400 acres, freehold, all in grass, well subdivided and watered, good house, woolshed, yards, and every convenience; close to s: [42, 105, 167, 204]
ad-heading: FOR ABSOLUTE SALE.: [658, 280, 747, 289]
ad-exchange: [836, 382, 1086, 527]
ad-body: 400 acres, freehold, all in grass, well subdivided and watered, good house, woolshed, yards, and every convenience; close to school, post office, and railway station; carrying capacity high; terms liberal. Full particulars from the agents. Apply early, as this property is certain to sell quickly at the price asked. Inspection can be arranged at any time by appointment with the owner or t: [836, 681, 1087, 722]
ad-cheap-sheep-farm: [578, 1320, 827, 1384]
column-head: AUCTIONS.: [176, 68, 301, 83]
ad-heading: FATTENING FARM, MANAWATU.: [638, 175, 767, 185]
ad-heading: IMPORTANT DISPERSAL SALE OF STUD AND FLOCK SHEEP.: [312, 831, 433, 849]
ad-body: 400 acres, freehold, all in grass, well subdivided and watered, good house, woolshed, yards, and every convenience; close to school, post office, and railway station; carrying capacity high; terms liberal. Full particulars from the agents. Apply early, as this property is certain to sell quickly at the price asked. Inspection can be arranged at any time by appointment with the owner or the auctioneers. 400 acres, freehold, all in grass, well subdivided and watered, good house, woolshed, yards, and every convenience; close to school, post office, and railway station; carrying capacity high; terms liberal. Full particulars from the agents. Apply early, as this property is certain to sell quickly at the price asked. Inspection can be arranged at any time by appointment with the owner or the auctioneers. 400 acres, freehold, all in grass, well subdivided and watered, good house, woolshed, yards, and every convenience; close to school, post office, and railway station; carrying capacity high; terms liberal. Full particulars from the agents. Apply early, as this property is certain to sell quickly at the price asked. Inspection can be arranged at any time by appointment with the owner or the auctioneers. 400 acres, freehold, all in grass, well subdivided and watered, good house, woolshed, yards, and every convenience; close to school, post office, and: [310, 564, 435, 818]
ad-heading: LUNCHEON PROVIDED.: [57, 928, 152, 938]
column-land-notices-2: [832, 68, 1090, 1663]
ad-heading: EXCHANGE.: [936, 381, 986, 391]
masthead: [0, 0, 1114, 58]
ad-taranaki: [444, 640, 569, 920]
ad-two-properties: [444, 928, 569, 1223]
columns: [38, 68, 1090, 1663]
